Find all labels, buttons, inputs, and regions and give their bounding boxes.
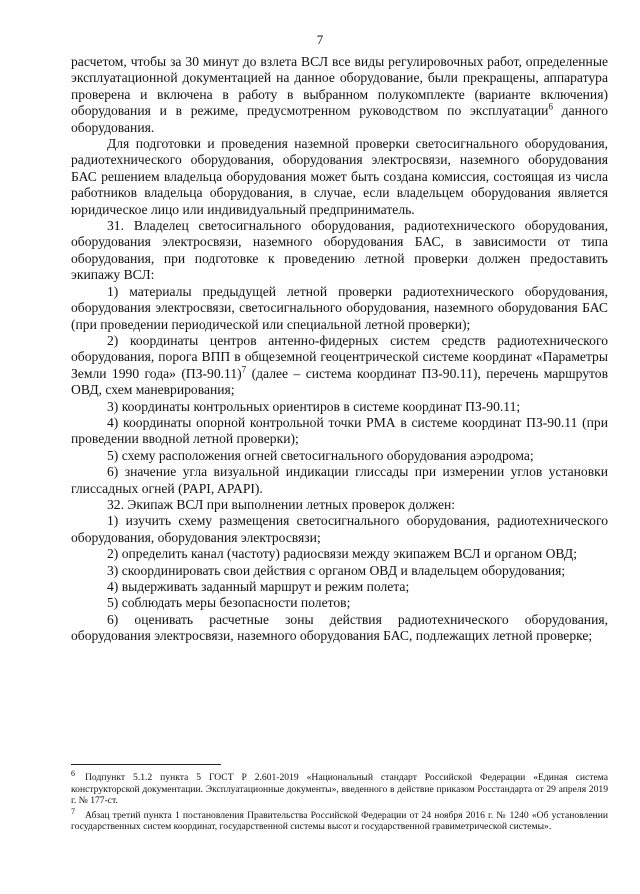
clause-32-item-2: 2) определить канал (частоту) радиосвязи между экипажем ВСЛ и органом ОВД;	[107, 546, 577, 562]
clause-31-item-2: 2) координаты центров антенно-фидерных систем средств радиотехнического оборудования, порога ВПП в общеземной геоцентрической системе координат «Параметры Земли 1990 года» $(ПЗ-90.11)^7$ (далее – система координат ПЗ-90.11), перечень маршрутов ОВД, схем маневрирования;	[71, 332, 608, 398]
clause-31-item-6: 6) значение угла визуальной индикации глиссады при измерении углов установки глиссадных огней (PAPI, APAPI).	[71, 464, 608, 496]
footnote-7: 7 Абзац третий пункта 1 постановления Правительства Российской Федерации от 24 ноября 2016 г. № 1240 «Об установлении государственных систем координат, государственной системы высот и государственной гравиметрической системы».	[71, 806, 608, 833]
footnote-ref-6: 6	[548, 101, 553, 112]
document-body	[71, 54, 608, 645]
footnote-6: 6 Подпункт 5.1.2 пункта 5 ГОСТ Р 2.601-2019 «Национальный стандарт Российской Федерации «Единая система конструкторской документации. Эксплуатационные документы», введенного в действие приказом Росстандарта от 29 апреля 2019 г. № 177-ст.	[71, 768, 608, 807]
paragraph-continuation: расчетом, чтобы за 30 минут до взлета ВСЛ все виды регулировочных работ, определенные эксплуатационной документацией на данное оборудование, были прекращены, аппаратура проверена и включена в работу в выбранном полукомплекте (варианте включения) оборудования и в режиме, предусмотренном руководством по эксплуатации$^6$ данного оборудования.	[71, 54, 608, 135]
clause-31-item-4: 4) координаты опорной контрольной точки РМА в системе координат ПЗ-90.11 (при проведении вводной летной проверки);	[71, 414, 608, 447]
clause-32-item-3: 3) скоординировать свои действия с органом ОВД и владельцем оборудования;	[107, 562, 566, 578]
clause-32-item-6: 6) оценивать расчетные зоны действия радиотехнического оборудования, оборудования электросвязи, наземного оборудования БАС, подлежащих летной проверке;	[71, 611, 608, 644]
clause-31-item-3: 3) координаты контрольных ориентиров в системе координат ПЗ-90.11;	[107, 398, 521, 414]
clause-32-item-5: 5) соблюдать меры безопасности полетов;	[107, 595, 351, 611]
clause-32-item-4: 4) выдерживать заданный маршрут и режим полета;	[107, 579, 410, 594]
clause-31-item-1: 1) материалы предыдущей летной проверки радиотехнического оборудования, оборудования электросвязи, светосигнального оборудования, наземного оборудования БАС (при проведении периодической или специальной летной проверки);	[71, 283, 608, 332]
footnote-ref-7: 7	[241, 364, 247, 375]
clause-32-item-1: 1) изучить схему размещения светосигнального оборудования, радиотехнического оборудования, оборудования электросвязи;	[71, 513, 608, 545]
clause-31-item-5: 5) схему расположения огней светосигнального оборудования аэродрома;	[107, 447, 534, 463]
paragraph-commission: Для подготовки и проведения наземной проверки светосигнального оборудования, радиотехнического оборудования, оборудования электросвязи, наземного оборудования БАС решением владельца оборудования может быть создана комиссия, состоящая из числа работников владельца оборудования, в случае, если владельцем оборудования является юридическое лицо или индивидуальный предприниматель.	[71, 136, 608, 217]
clause-32: 32. Экипаж ВСЛ при выполнении летных проверок должен:	[107, 496, 456, 512]
footnote-divider	[71, 764, 221, 765]
footnotes	[71, 768, 608, 836]
clause-31: 31. Владелец светосигнального оборудования, радиотехнического оборудования, оборудования электросвязи, наземного оборудования БАС, в зависимости от типа оборудования, при подготовке к проведению летной проверки должен предоставить экипажу ВСЛ:	[71, 218, 608, 283]
page-number: 7	[316, 32, 324, 47]
